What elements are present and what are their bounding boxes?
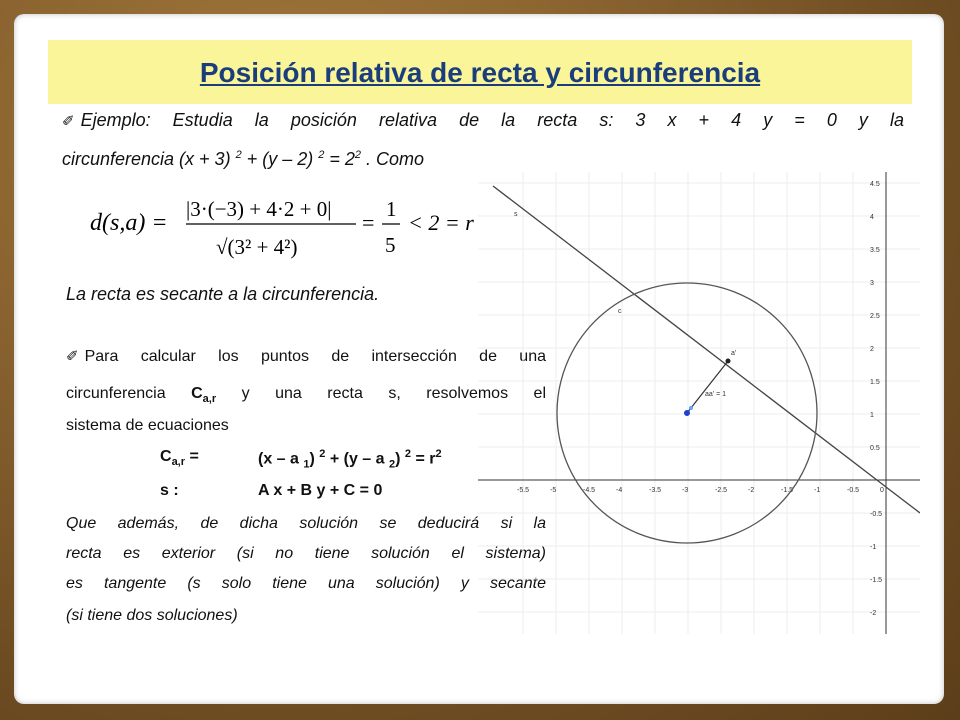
- calc-c-label: C: [191, 385, 203, 402]
- calc-line-1: [66, 344, 546, 369]
- slide-title: Posición relativa de recta y circunferencia: [199, 57, 761, 88]
- conclusion-line-4: (si tiene dos soluciones): [66, 607, 238, 624]
- eq-sub: 1: [303, 458, 310, 471]
- eq-part: (x – a: [258, 450, 304, 468]
- x-tick-label: -5.5: [517, 487, 530, 494]
- segment-aa: [687, 361, 728, 413]
- fraction-numerator: 1: [386, 197, 397, 221]
- y-tick-label: 2.5: [870, 313, 880, 320]
- example-text-2a: circunferencia (x + 3): [62, 149, 231, 169]
- eq-sub: 2: [388, 458, 396, 471]
- calc-line-2: [66, 382, 546, 411]
- x-tick-label: -3: [682, 487, 689, 494]
- y-tick-label: 3.5: [870, 247, 880, 254]
- x-tick-label: -3.5: [649, 487, 662, 494]
- secant-conclusion: La recta es secante a la circunferencia.: [66, 284, 380, 304]
- example-line-1: [62, 108, 904, 133]
- example-text-2g: . Como: [361, 149, 425, 169]
- y-tick-label: -1: [870, 544, 877, 551]
- system-s-equation: A x + B y + C = 0: [258, 482, 383, 499]
- calc-c-sub: a,r: [202, 393, 217, 406]
- label-c: c: [618, 308, 622, 315]
- x-tick-label: -0.5: [847, 487, 860, 494]
- formula-rest: < 2 = r: [408, 210, 474, 235]
- example-line-2: [62, 143, 424, 171]
- x-tick-label: -2.5: [715, 487, 728, 494]
- c-letter: C: [160, 448, 172, 465]
- example-text-1: Ejemplo: Estudia la posición relativa de la recta s: 3 x + 4 y = 0 y la: [80, 110, 904, 130]
- x-tick-label: -1: [814, 487, 821, 494]
- formula-lhs: d(s,a) =: [90, 210, 168, 236]
- exponent: 2: [318, 149, 325, 161]
- y-tick-label: -1.5: [870, 577, 883, 584]
- example-text-2e: = 2: [324, 149, 355, 169]
- y-tick-label: -0.5: [870, 511, 883, 518]
- grid: [478, 172, 920, 634]
- x-tick-label: -4: [616, 487, 623, 494]
- exponent: 2: [354, 149, 362, 161]
- bullet-icon: ✐: [66, 347, 79, 365]
- x-tick-labels: [517, 487, 884, 494]
- system-c-equation: [258, 448, 442, 471]
- formula-denominator: √(3² + 4²): [216, 235, 298, 259]
- center-point-a: [684, 410, 690, 416]
- y-tick-label: 3: [870, 280, 874, 287]
- system-c-label: [160, 448, 199, 468]
- point-a-prime: [726, 359, 731, 364]
- eq-part: ): [395, 450, 401, 468]
- conclusion-line-1: Que además, de dicha solución se deducirá si la: [66, 515, 546, 532]
- eq-part: + (y – a: [325, 450, 389, 468]
- c-eq: =: [185, 448, 199, 465]
- x-tick-label: -2: [748, 487, 755, 494]
- line-s: [493, 186, 920, 513]
- calc-text-2a: circunferencia: [66, 385, 192, 402]
- title-bar: [48, 40, 912, 104]
- calc-text-2b: y una recta s, resolvemos el: [216, 385, 547, 402]
- fraction-denominator: 5: [385, 233, 396, 257]
- bullet-icon: ✐: [62, 112, 75, 130]
- eq-part: = r: [411, 450, 436, 468]
- label-a-prime: a': [731, 350, 737, 357]
- formula-numerator: |3·(−3) + 4·2 + 0|: [186, 197, 332, 221]
- x-tick-label: 0: [880, 487, 884, 494]
- calc-line-3: sistema de ecuaciones: [66, 417, 229, 434]
- eq-part: ): [309, 450, 315, 468]
- x-tick-label: -1.5: [781, 487, 794, 494]
- label-distance: aa' = 1: [705, 391, 726, 398]
- y-tick-label: 1.5: [870, 379, 880, 386]
- label-s: s: [514, 211, 518, 218]
- c-sub: a,r: [171, 456, 186, 469]
- y-tick-label: -2: [870, 610, 877, 617]
- conclusion-line-3: es tangente (s solo tiene una solución) y secante: [66, 575, 546, 592]
- formula-equals: =: [362, 210, 375, 235]
- geometry-graph: [478, 172, 920, 634]
- calc-text-1: Para calcular los puntos de intersección de una: [84, 348, 546, 365]
- y-tick-label: 4: [870, 214, 874, 221]
- distance-formula: [90, 186, 490, 262]
- conclusion-line-2: recta es exterior (si no tiene solución el sistema): [66, 545, 546, 562]
- y-tick-label: 0.5: [870, 445, 880, 452]
- exponent: 2: [235, 149, 242, 161]
- y-tick-label: 2: [870, 346, 874, 353]
- y-tick-label: 4.5: [870, 181, 880, 188]
- system-s-label: s :: [160, 482, 179, 499]
- center-marker: [689, 406, 693, 410]
- y-tick-labels: [870, 181, 882, 617]
- eq-sup: 2: [319, 448, 326, 460]
- x-tick-label: -4.5: [583, 487, 596, 494]
- eq-sup: 2: [404, 448, 412, 460]
- example-text-2c: + (y – 2): [241, 149, 314, 169]
- eq-sup: 2: [435, 448, 442, 460]
- x-tick-label: -5: [550, 487, 557, 494]
- y-tick-label: 1: [870, 412, 874, 419]
